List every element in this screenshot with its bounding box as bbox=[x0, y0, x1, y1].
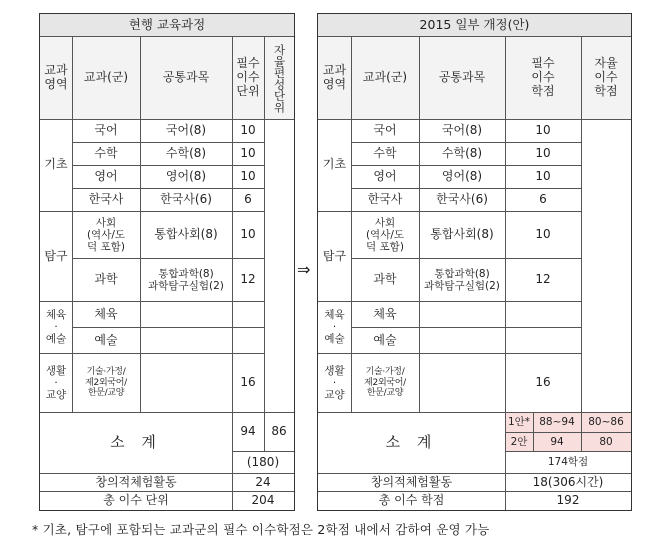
subtotal-label: 소 계 bbox=[110, 433, 162, 452]
common-korean: 국어(8) bbox=[441, 123, 483, 138]
credits-life: 16 bbox=[535, 375, 551, 390]
header-subject: 교과(군) bbox=[83, 70, 129, 85]
subject-social: 사회 (역사/도 덕 포함) bbox=[86, 216, 126, 254]
units-history: 6 bbox=[244, 192, 252, 207]
units-life: 16 bbox=[240, 375, 256, 390]
credits-science: 12 bbox=[535, 272, 551, 287]
area-pe-arts: 체육 · 예술 bbox=[45, 308, 67, 346]
common-math: 수학(8) bbox=[441, 146, 483, 161]
subject-history: 한국사 bbox=[367, 192, 403, 207]
subtotal-autonomous: 86 bbox=[271, 424, 287, 439]
units-social: 10 bbox=[240, 227, 256, 242]
common-math: 수학(8) bbox=[165, 146, 207, 161]
credits-social: 10 bbox=[535, 227, 551, 242]
header-autonomous: 자율편성단위 bbox=[272, 43, 287, 113]
subject-korean: 국어 bbox=[94, 123, 118, 138]
credits-history: 6 bbox=[539, 192, 547, 207]
area-pe-arts: 체육 · 예술 bbox=[324, 308, 345, 346]
arrow-right-icon: ⇒ bbox=[297, 260, 311, 279]
header-required: 필수 이수 학점 bbox=[531, 56, 555, 98]
units-science: 12 bbox=[240, 272, 256, 287]
option1-required: 88~94 bbox=[539, 416, 575, 429]
creative-value: 18(306시간) bbox=[532, 474, 604, 489]
subtotal-label: 소 계 bbox=[385, 433, 438, 452]
option1-autonomous: 80~86 bbox=[588, 416, 624, 429]
common-social: 통합사회(8) bbox=[430, 227, 494, 242]
subject-life: 기술·가정/ 제2외국어/ 한문/교양 bbox=[364, 367, 406, 399]
subject-science: 과학 bbox=[373, 272, 397, 287]
table-title: 2015 일부 개정(안) bbox=[318, 14, 631, 36]
option2-required: 94 bbox=[550, 435, 564, 448]
header-common: 공통과목 bbox=[438, 70, 486, 85]
area-inquiry: 탐구 bbox=[44, 249, 68, 264]
subject-social: 사회 (역사/도 덕 포함) bbox=[365, 216, 405, 254]
subject-life: 기술·가정/ 제2외국어/ 한문/교양 bbox=[85, 367, 127, 399]
units-korean: 10 bbox=[240, 123, 256, 138]
subject-english: 영어 bbox=[94, 169, 118, 184]
header-common: 공통과목 bbox=[162, 70, 210, 85]
area-basic: 기초 bbox=[322, 157, 347, 172]
common-science: 통합과학(8) 과학탐구실험(2) bbox=[148, 267, 224, 292]
total-label: 총 이수 학점 bbox=[378, 493, 445, 508]
common-science: 통합과학(8) 과학탐구실험(2) bbox=[424, 267, 500, 292]
common-english: 영어(8) bbox=[441, 169, 483, 184]
area-inquiry: 탐구 bbox=[322, 249, 347, 264]
total-label: 총 이수 단위 bbox=[103, 493, 169, 508]
option2-label: 2안 bbox=[510, 435, 528, 448]
header-required: 필수 이수 단위 bbox=[236, 56, 260, 98]
header-area: 교과 영역 bbox=[322, 63, 347, 91]
common-history: 한국사(6) bbox=[160, 192, 212, 207]
creative-value: 24 bbox=[255, 474, 271, 489]
option2-autonomous: 80 bbox=[599, 435, 613, 448]
credits-english: 10 bbox=[535, 169, 551, 184]
creative-label: 창의적체험활동 bbox=[370, 474, 453, 489]
common-history: 한국사(6) bbox=[436, 192, 488, 207]
subject-english: 영어 bbox=[373, 169, 397, 184]
revised-curriculum-table bbox=[317, 13, 632, 511]
units-math: 10 bbox=[240, 146, 256, 161]
area-life: 생활 · 교양 bbox=[45, 364, 67, 402]
area-basic: 기초 bbox=[44, 157, 68, 172]
credits-korean: 10 bbox=[535, 123, 551, 138]
subtotal-required: 94 bbox=[240, 424, 256, 439]
header-autonomous: 자율 이수 학점 bbox=[594, 56, 618, 98]
subject-korean: 국어 bbox=[373, 123, 397, 138]
subject-science: 과학 bbox=[94, 272, 118, 287]
total-value: 204 bbox=[251, 493, 275, 508]
subject-pe: 체육 bbox=[373, 306, 397, 321]
option1-label: 1안* bbox=[507, 416, 531, 429]
table-title: 현행 교육과정 bbox=[40, 14, 294, 36]
subject-arts: 예술 bbox=[373, 332, 397, 347]
total-value: 192 bbox=[556, 493, 580, 508]
subject-history: 한국사 bbox=[88, 192, 124, 207]
subject-arts: 예술 bbox=[94, 332, 118, 347]
area-life: 생활 · 교양 bbox=[324, 364, 345, 402]
subtotal-total-note: 174학점 bbox=[547, 456, 589, 469]
common-social: 통합사회(8) bbox=[154, 227, 218, 242]
credits-math: 10 bbox=[535, 146, 551, 161]
current-curriculum-table bbox=[39, 13, 295, 511]
common-english: 영어(8) bbox=[165, 169, 207, 184]
common-korean: 국어(8) bbox=[165, 123, 207, 138]
header-area: 교과 영역 bbox=[44, 63, 68, 91]
header-subject: 교과(군) bbox=[362, 70, 408, 85]
subtotal-paren: (180) bbox=[246, 454, 280, 469]
subject-math: 수학 bbox=[94, 146, 118, 161]
subject-math: 수학 bbox=[373, 146, 397, 161]
creative-label: 창의적체험활동 bbox=[95, 474, 177, 489]
subject-pe: 체육 bbox=[94, 306, 118, 321]
footnote: * 기초, 탐구에 포함되는 교과군의 필수 이수학점은 2학점 내에서 감하여 운영 가능 bbox=[32, 522, 490, 537]
units-english: 10 bbox=[240, 169, 256, 184]
